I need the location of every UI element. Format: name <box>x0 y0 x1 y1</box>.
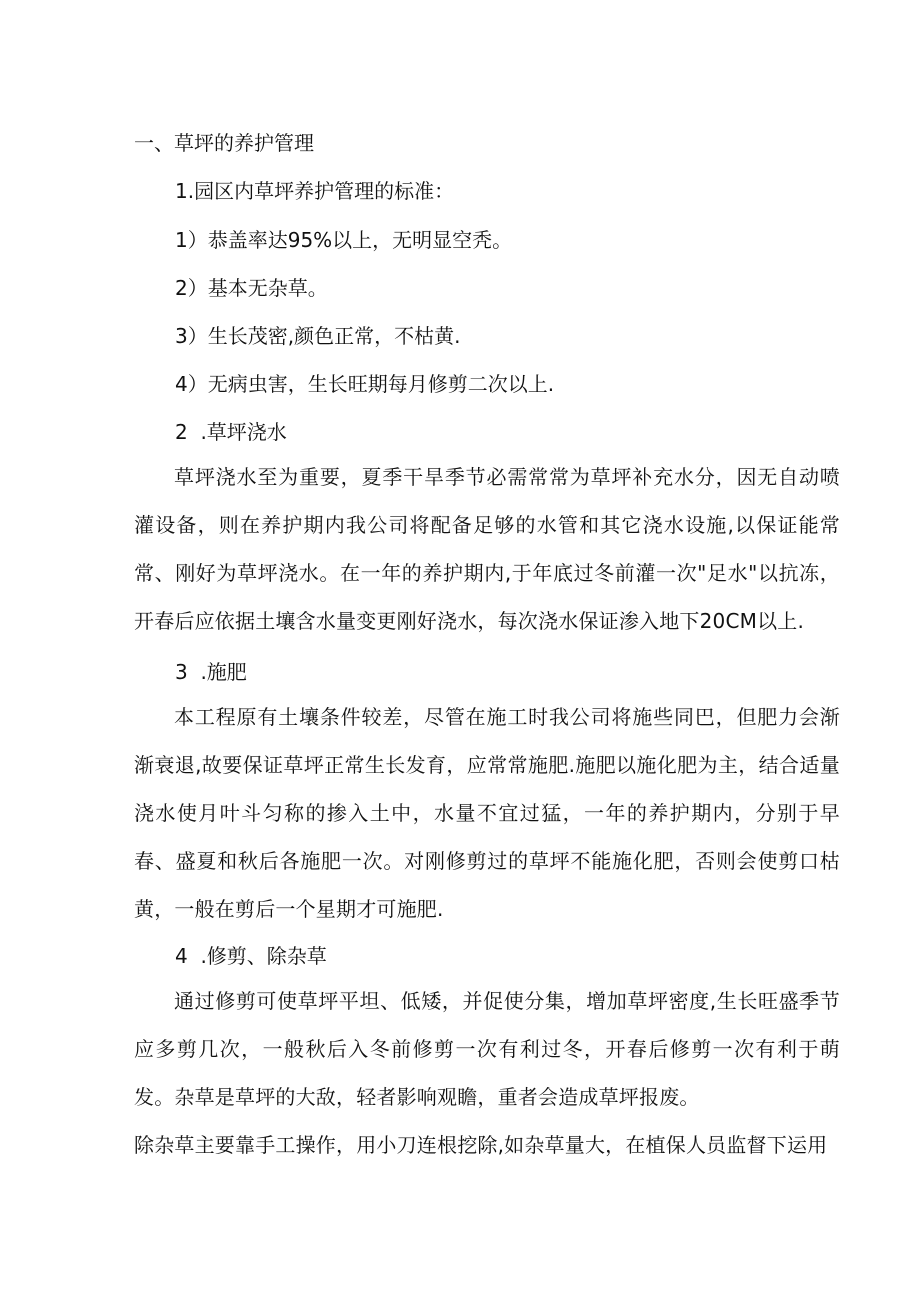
watering-title: 2 .草坪浇水 <box>175 420 287 444</box>
watering-paragraph: 草坪浇水至为重要，夏季干旱季节必需常常为草坪补充水分，因无自动喷灌设备，则在养护期内我公司将配备足够的水管和其它浇水设施,以保证能常常、刚好为草坪浇水。在一年的养护期内,于年底过冬前灌一次"足水"以抗冻，开春后应依据土壤含水量变更刚好浇水，每次浇水保证渗入地下20CM以上. <box>134 465 840 633</box>
standard-item-1: 1）恭盖率达95%以上，无明显空秃。 <box>175 228 513 252</box>
standard-item-2: 2）基本无杂草。 <box>175 276 328 300</box>
mowing-paragraph: 通过修剪可使草坪平坦、低矮，并促使分集，增加草坪密度,生长旺盛季节应多剪几次，一般秋后入冬前修剪一次有利过冬，开春后修剪一次有利于萌发。杂草是草坪的大敌，轻者影响观瞻，重者会造成草坪报废。 <box>134 989 840 1109</box>
weeding-paragraph: 除杂草主要靠手工操作，用小刀连根挖除,如杂草量大，在植保人员监督下运用 <box>134 1133 828 1157</box>
mowing-title: 4 .修剪、除杂草 <box>175 944 327 968</box>
standard-title: 1.园区内草坪养护管理的标准： <box>175 179 455 203</box>
fertilizing-paragraph: 本工程原有土壤条件较差，尽管在施工时我公司将施些同巴，但肥力会渐渐衰退,故要保证草坪正常生长发育，应常常施肥.施肥以施化肥为主，结合适量浇水使月叶斗匀称的掺入土中，水量不宜过猛，一年的养护期内，分别于早春、盛夏和秋后各施肥一次。对刚修剪过的草坪不能施化肥，否则会使剪口枯黄，一般在剪后一个星期才可施肥. <box>134 705 840 921</box>
standard-item-3: 3）生长茂密,颜色正常，不枯黄. <box>175 324 461 348</box>
standard-item-4: 4）无病虫害，生长旺期每月修剪二次以上. <box>175 372 555 396</box>
section-heading: 一、草坪的养护管理 <box>134 131 314 155</box>
fertilizing-title: 3 .施肥 <box>175 660 247 684</box>
